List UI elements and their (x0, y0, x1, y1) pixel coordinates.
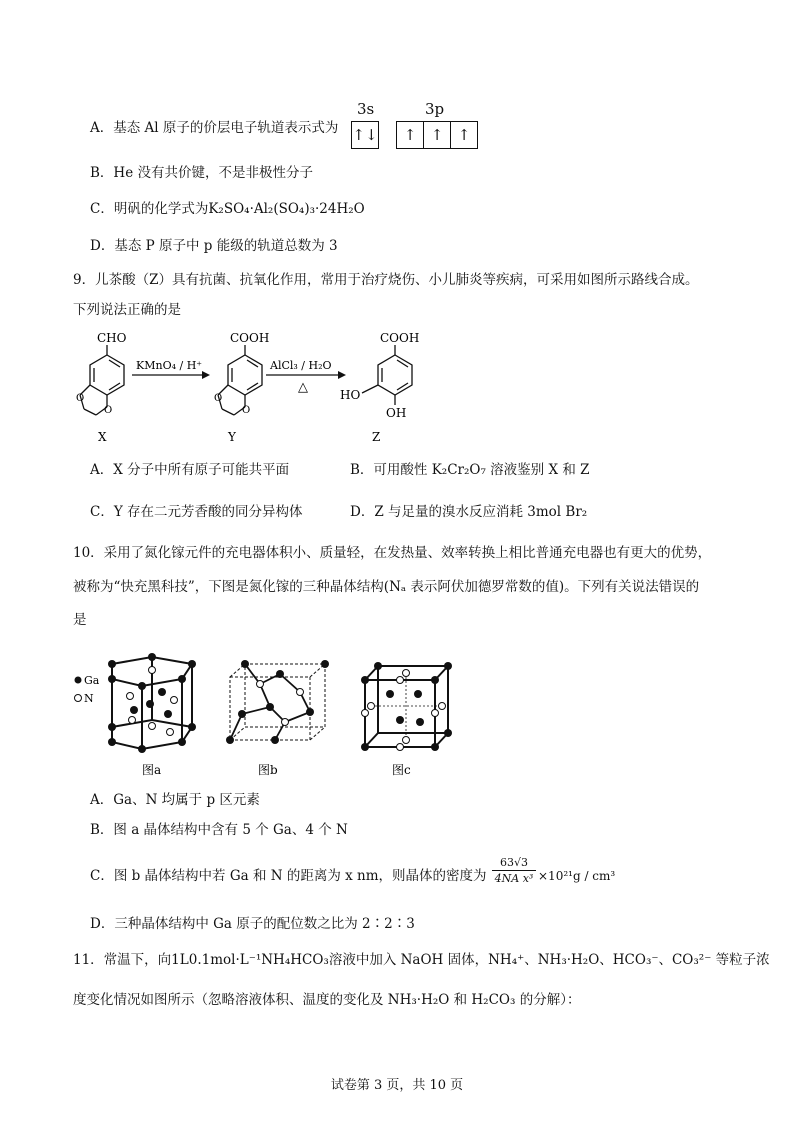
density-fraction (492, 856, 536, 885)
legend-ga: Ga (84, 674, 100, 687)
arrow-1-head (202, 371, 210, 379)
q8-option-c-prefix: C．明矾的化学式为 (90, 201, 209, 217)
label-x: X (98, 430, 107, 444)
y-o-label: O (242, 405, 251, 416)
q9-option-b: B．可用酸性 K₂Cr₂O₇ 溶液鉴别 X 和 Z (350, 462, 590, 478)
q10-option-d: D．三种晶体结构中 Ga 原子的配位数之比为 2∶2∶3 (90, 916, 415, 932)
x-group-label: CHO (97, 331, 127, 345)
structure-b-bonds (230, 664, 310, 740)
reagent-1: KMnO₄ / H⁺ (136, 359, 203, 372)
orbital-3p-cell: ↑ (397, 122, 424, 148)
label-y: Y (228, 430, 236, 444)
legend-n: N (84, 692, 94, 705)
structure-c-inner (371, 673, 442, 740)
orbital-3p-box (396, 121, 478, 149)
q10-stem-line2: 被称为“快充黑科技”，下图是氮化镓的三种晶体结构(Nₐ 表示阿伏加德罗常数的值)。下列有关说法错误的 (73, 579, 700, 595)
density-numerator: 63√3 (492, 856, 536, 871)
q10-option-a: A．Ga、N 均属于 p 区元素 (90, 792, 260, 808)
structure-b-n-atoms (257, 681, 304, 726)
orbital-3p-cell: ↑ (457, 126, 471, 144)
ga-legend-dot (75, 677, 82, 684)
q9-stem-line2: 下列说法正确的是 (73, 302, 181, 318)
orbital-3s-label: 3s (357, 100, 375, 118)
q8-option-b: B．He 没有共价键，不是非极性分子 (90, 165, 313, 181)
q10-option-b: B．图 a 晶体结构中含有 5 个 Ga、4 个 N (90, 822, 348, 838)
q10-option-c-prefix: C．图 b 晶体结构中若 Ga 和 N 的距离为 x nm，则晶体的密度为 (90, 868, 487, 884)
molecule-y (218, 345, 262, 415)
q10-stem-line3: 是 (73, 612, 87, 628)
n-legend-dot (75, 695, 82, 702)
fig-c-label: 图c (392, 763, 411, 777)
structure-b-ga-atoms (226, 660, 329, 744)
y-o-label: O (214, 393, 223, 404)
density-denominator: 4NA x³ (494, 872, 534, 885)
q11-stem-line2: 度变化情况如图所示（忽略溶液体积、温度的变化及 NH₃·H₂O 和 H₂CO₃ 的分解）： (73, 992, 581, 1008)
heat-symbol: △ (298, 380, 308, 395)
molecule-z (362, 345, 412, 405)
q9-option-a: A．X 分子中所有原子可能共平面 (90, 462, 290, 478)
page-footer: 试卷第 3 页，共 10 页 (330, 1078, 464, 1093)
x-o-label: O (104, 405, 113, 416)
fig-b-label: 图b (258, 763, 278, 777)
molecule-x (80, 345, 124, 415)
z-group-label: COOH (380, 331, 420, 345)
arrow-2-head (338, 371, 346, 379)
orbital-3p-cell: ↑ (424, 122, 451, 148)
q8-option-c (90, 199, 365, 219)
orbital-3p-label: 3p (425, 100, 445, 118)
z-oh-bottom: OH (386, 406, 407, 420)
q8-option-a: A．基态 Al 原子的价层电子轨道表示式为 (90, 120, 339, 136)
fig-a-label: 图a (142, 763, 162, 777)
orbital-3s-cell: ↑↓ (352, 126, 378, 144)
alum-formula: K₂SO₄·Al₂(SO₄)₃·24H₂O (208, 201, 365, 217)
crystal-structures-figure (70, 652, 470, 782)
q9-option-c: C．Y 存在二元芳香酸的同分异构体 (90, 504, 303, 520)
q9-option-d: D．Z 与足量的溴水反应消耗 3mol Br₂ (350, 504, 588, 520)
q10-stem-line1: 10．采用了氮化镓元件的充电器体积小、质量轻，在发热量、效率转换上相比普通充电器也有更大的优势， (73, 545, 712, 561)
orbital-3s-box (351, 121, 379, 149)
q8-option-d: D．基态 P 原子中 p 能级的轨道总数为 3 (90, 238, 338, 254)
label-z: Z (372, 430, 381, 444)
reagent-2: AlCl₃ / H₂O (270, 359, 332, 372)
q11-stem-line1: 11．常温下，向1L0.1mol·L⁻¹NH₄HCO₃溶液中加入 NaOH 固体，NH₄⁺、NH₃·H₂O、HCO₃⁻、CO₃²⁻ 等粒子浓 (73, 952, 770, 968)
synthesis-scheme (60, 325, 440, 450)
x-o-label: O (76, 393, 85, 404)
y-group-label: COOH (230, 331, 270, 345)
q10-option-c-suffix: ×10²¹g / cm³ (538, 869, 616, 883)
q9-stem-line1: 9．儿茶酸（Z）具有抗菌、抗氧化作用，常用于治疗烧伤、小儿肺炎等疾病，可采用如图所示路线合成。 (73, 272, 699, 288)
z-oh-left: HO (340, 388, 361, 402)
